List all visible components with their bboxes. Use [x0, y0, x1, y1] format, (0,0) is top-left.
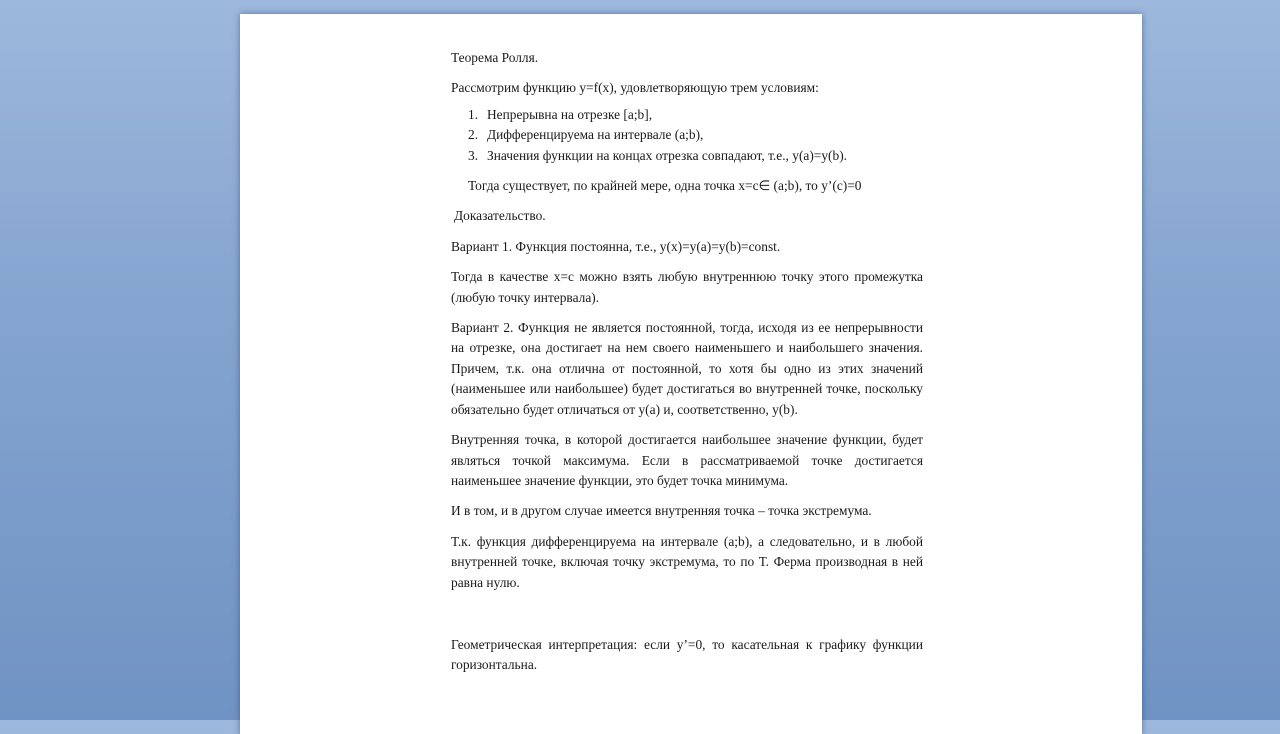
conditions-list	[451, 105, 923, 166]
list-item: 3. Значения функции на концах отрезка совпадают, т.е., y(a)=y(b).	[468, 147, 848, 163]
theorem-title: Теорема Ролля.	[451, 50, 539, 65]
list-item: 2. Дифференцируема на интервале (a;b),	[468, 127, 704, 143]
variant1-paragraph: Вариант 1. Функция постоянна, т.е., y(x)=y(a)=y(b)=const.	[451, 238, 781, 254]
document-page	[240, 14, 1142, 734]
list-item: 1. Непрерывна на отрезке [a;b],	[468, 106, 653, 122]
variant2-paragraph: Вариант 2. Функция не является постоянной, тогда, исходя из ее непрерывности на отрезке, она достигает на нем своего наименьшего и наибольшего значения. Причем, т.к. она отлична от постоянной, то хотя бы одно из этих значений (наименьшее или наибольшее) будет достигаться во внутренней точке, поскольку обязательно будет отличаться от y(a) и, соответственно, y(b).	[451, 320, 923, 417]
fermat-paragraph: Т.к. функция дифференцируема на интервале (a;b), а следовательно, и в любой внутренней точке, включая точку экстремума, то по Т. Ферма производная в ней равна нулю.	[451, 533, 923, 590]
proof-heading: Доказательство.	[454, 208, 546, 224]
intro-paragraph: Рассмотрим функцию y=f(x), удовлетворяющую трем условиям:	[451, 80, 819, 96]
extremum-paragraph: И в том, и в другом случае имеется внутренняя точка – точка экстремума.	[451, 503, 872, 519]
document-body	[451, 48, 923, 676]
conclusion-paragraph: Тогда существует, по крайней мере, одна точка x=c∈ (a;b), то y’(c)=0	[468, 178, 862, 194]
blank-line	[451, 593, 923, 625]
inner-point-paragraph: Внутренняя точка, в которой достигается наибольшее значение функции, будет являться точкой максимума. Если в рассматриваемой точке достигается наименьшее значение функции, это будет точка минимума.	[451, 432, 923, 488]
geometric-paragraph: Геометрическая интерпретация: если y’=0, то касательная к графику функции горизонтальна.	[451, 636, 923, 673]
variant1-detail-paragraph: Тогда в качестве x=c можно взять любую внутреннюю точку этого промежутка (любую точку интервала).	[451, 269, 923, 305]
